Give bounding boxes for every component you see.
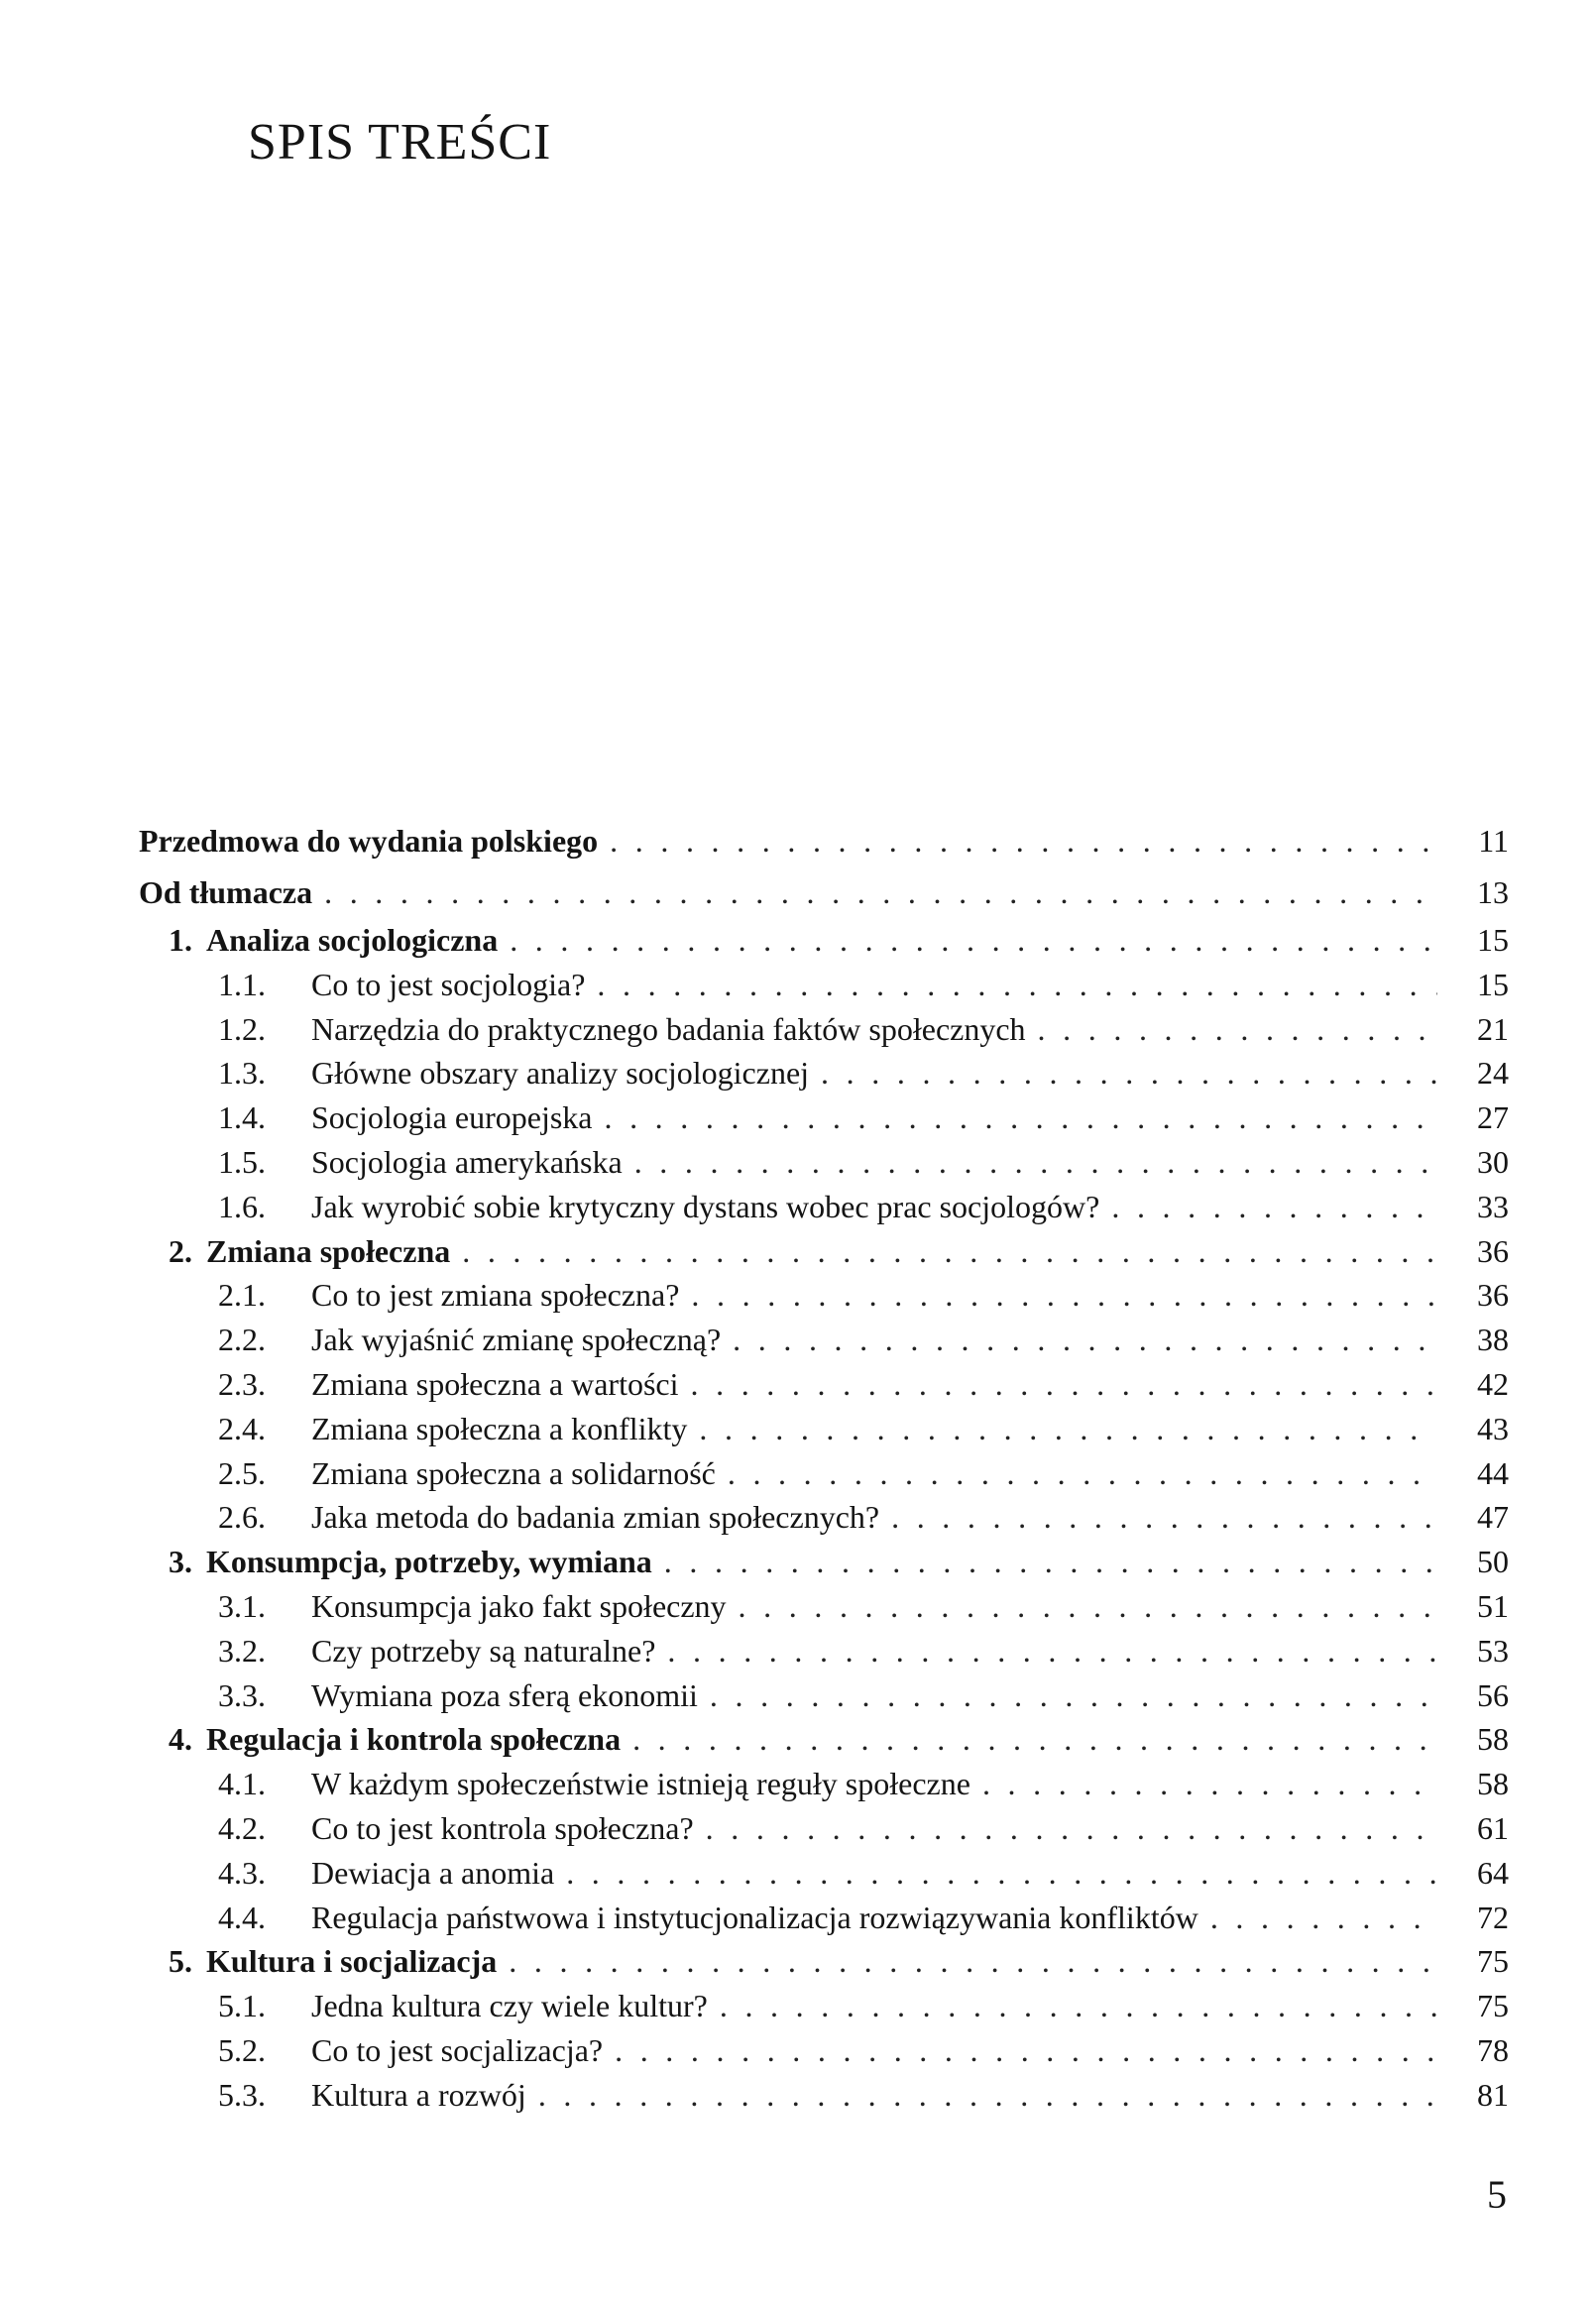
dot-leader xyxy=(634,1140,1437,1185)
entry-page-number: 27 xyxy=(1477,1099,1509,1136)
page-number: 5 xyxy=(1487,2172,1507,2217)
toc-section-entry xyxy=(139,1673,1509,1718)
entry-number: 2. xyxy=(169,1232,192,1269)
entry-page-number: 43 xyxy=(1477,1410,1509,1446)
entry-title: Wymiana poza sferą ekonomii xyxy=(311,1676,698,1713)
toc-section-entry xyxy=(139,2073,1509,2118)
toc-section-entry xyxy=(139,1451,1509,1496)
entry-page-number: 24 xyxy=(1477,1055,1509,1092)
entry-page-number: 64 xyxy=(1477,1854,1509,1891)
entry-title: Przedmowa do wydania polskiego xyxy=(139,823,599,859)
entry-page-number: 44 xyxy=(1477,1454,1509,1491)
entry-number: 1.5. xyxy=(218,1143,266,1180)
toc-chapter-entry xyxy=(139,1939,1509,1984)
dot-leader xyxy=(728,1451,1437,1496)
entry-number: 3.2. xyxy=(218,1632,266,1669)
toc-front-entry xyxy=(139,866,1509,918)
entry-page-number: 58 xyxy=(1477,1766,1509,1802)
dot-leader xyxy=(324,866,1437,918)
toc-chapter-entry xyxy=(139,1540,1509,1584)
entry-title: Zmiana społeczna a konflikty xyxy=(311,1410,688,1446)
entry-title: Co to jest kontrola społeczna? xyxy=(311,1809,694,1846)
toc-front-entry xyxy=(139,815,1509,866)
toc-section-entry xyxy=(139,2028,1509,2073)
dot-leader xyxy=(720,1984,1437,2028)
entry-page-number: 78 xyxy=(1477,2031,1509,2068)
toc-section-entry xyxy=(139,1629,1509,1673)
entry-number: 2.1. xyxy=(218,1277,266,1314)
entry-page-number: 21 xyxy=(1477,1010,1509,1047)
entry-page-number: 61 xyxy=(1477,1809,1509,1846)
entry-title: Jaka metoda do badania zmian społecznych? xyxy=(311,1499,880,1536)
entry-number: 4.2. xyxy=(218,1809,266,1846)
toc-section-entry xyxy=(139,1851,1509,1896)
entry-title: Główne obszary analizy socjologicznej xyxy=(311,1055,810,1092)
entry-page-number: 81 xyxy=(1477,2076,1509,2113)
dot-leader xyxy=(509,1939,1437,1984)
entry-title: Konsumpcja, potrzeby, wymiana xyxy=(206,1544,652,1580)
entry-number: 3.1. xyxy=(218,1587,266,1624)
toc-section-entry xyxy=(139,1051,1509,1095)
dot-leader xyxy=(604,1095,1437,1140)
entry-title: Socjologia amerykańska xyxy=(311,1143,623,1180)
toc-section-entry xyxy=(139,1495,1509,1540)
entry-title: Co to jest socjalizacja? xyxy=(311,2031,604,2068)
entry-page-number: 75 xyxy=(1477,1943,1509,1980)
toc-chapter-entry xyxy=(139,1717,1509,1762)
entry-title: Zmiana społeczna xyxy=(206,1232,451,1269)
dot-leader xyxy=(691,1273,1437,1318)
entry-page-number: 58 xyxy=(1477,1721,1509,1758)
dot-leader xyxy=(1210,1896,1437,1940)
toc-section-entry xyxy=(139,1762,1509,1806)
dot-leader xyxy=(566,1851,1437,1896)
page-title: SPIS TREŚCI xyxy=(248,114,552,171)
entry-page-number: 75 xyxy=(1477,1988,1509,2024)
entry-number: 1.6. xyxy=(218,1188,266,1224)
entry-page-number: 56 xyxy=(1477,1676,1509,1713)
dot-leader xyxy=(821,1051,1437,1095)
dot-leader xyxy=(597,963,1437,1007)
entry-title: Analiza socjologiczna xyxy=(206,922,499,958)
dot-leader xyxy=(462,1229,1437,1274)
toc-chapter-entry xyxy=(139,1229,1509,1274)
entry-title: Konsumpcja jako fakt społeczny xyxy=(311,1587,727,1624)
entry-page-number: 51 xyxy=(1477,1587,1509,1624)
entry-number: 1. xyxy=(169,922,192,958)
toc-section-entry xyxy=(139,963,1509,1007)
dot-leader xyxy=(710,1673,1437,1718)
entry-number: 1.2. xyxy=(218,1010,266,1047)
entry-title: Zmiana społeczna a wartości xyxy=(311,1365,679,1402)
entry-page-number: 30 xyxy=(1477,1143,1509,1180)
table-of-contents xyxy=(139,815,1509,2118)
toc-section-entry xyxy=(139,1095,1509,1140)
entry-title: Regulacja i kontrola społeczna xyxy=(206,1721,622,1758)
entry-number: 3.3. xyxy=(218,1676,266,1713)
toc-section-entry xyxy=(139,1806,1509,1851)
entry-page-number: 36 xyxy=(1477,1277,1509,1314)
dot-leader xyxy=(891,1495,1437,1540)
dot-leader xyxy=(739,1584,1437,1629)
dot-leader xyxy=(1111,1185,1437,1229)
entry-page-number: 53 xyxy=(1477,1632,1509,1669)
entry-number: 1.3. xyxy=(218,1055,266,1092)
entry-title: W każdym społeczeństwie istnieją reguły społeczne xyxy=(311,1766,970,1802)
entry-title: Jak wyrobić sobie krytyczny dystans wobec prac socjologów? xyxy=(311,1188,1100,1224)
entry-title: Co to jest zmiana społeczna? xyxy=(311,1277,680,1314)
entry-number: 2.6. xyxy=(218,1499,266,1536)
toc-section-entry xyxy=(139,1140,1509,1185)
toc-section-entry xyxy=(139,1273,1509,1318)
dot-leader xyxy=(706,1806,1437,1851)
entry-title: Co to jest socjologia? xyxy=(311,966,586,1002)
dot-leader xyxy=(691,1362,1438,1407)
entry-title: Jedna kultura czy wiele kultur? xyxy=(311,1988,708,2024)
entry-page-number: 72 xyxy=(1477,1899,1509,1935)
entry-title: Jak wyjaśnić zmianę społeczną? xyxy=(311,1322,722,1358)
entry-number: 5. xyxy=(169,1943,192,1980)
entry-number: 5.1. xyxy=(218,1988,266,2024)
entry-number: 1.1. xyxy=(218,966,266,1002)
entry-number: 5.3. xyxy=(218,2076,266,2113)
entry-title: Socjologia europejska xyxy=(311,1099,593,1136)
dot-leader xyxy=(1038,1007,1437,1052)
toc-section-entry xyxy=(139,1407,1509,1451)
dot-leader xyxy=(733,1318,1437,1362)
entry-number: 2.5. xyxy=(218,1454,266,1491)
entry-title: Narzędzia do praktycznego badania faktów społecznych xyxy=(311,1010,1026,1047)
entry-page-number: 42 xyxy=(1477,1365,1509,1402)
toc-section-entry xyxy=(139,1584,1509,1629)
entry-number: 3. xyxy=(169,1544,192,1580)
dot-leader xyxy=(538,2073,1437,2118)
entry-page-number: 50 xyxy=(1477,1544,1509,1580)
entry-number: 4. xyxy=(169,1721,192,1758)
entry-title: Czy potrzeby są naturalne? xyxy=(311,1632,656,1669)
dot-leader xyxy=(632,1717,1437,1762)
toc-section-entry xyxy=(139,1318,1509,1362)
dot-leader xyxy=(615,2028,1437,2073)
toc-section-entry xyxy=(139,1984,1509,2028)
entry-page-number: 13 xyxy=(1477,874,1509,910)
entry-number: 2.4. xyxy=(218,1410,266,1446)
entry-title: Od tłumacza xyxy=(139,874,313,910)
dot-leader xyxy=(667,1629,1437,1673)
toc-section-entry xyxy=(139,1185,1509,1229)
entry-title: Regulacja państwowa i instytucjonalizacja rozwiązywania konfliktów xyxy=(311,1899,1198,1935)
entry-number: 4.3. xyxy=(218,1854,266,1891)
entry-number: 2.2. xyxy=(218,1322,266,1358)
entry-number: 4.1. xyxy=(218,1766,266,1802)
entry-title: Zmiana społeczna a solidarność xyxy=(311,1454,716,1491)
dot-leader xyxy=(699,1407,1437,1451)
entry-number: 2.3. xyxy=(218,1365,266,1402)
toc-section-entry xyxy=(139,1896,1509,1940)
dot-leader xyxy=(982,1762,1437,1806)
dot-leader xyxy=(510,918,1437,963)
entry-page-number: 11 xyxy=(1478,823,1509,859)
entry-title: Kultura i socjalizacja xyxy=(206,1943,498,1980)
entry-number: 1.4. xyxy=(218,1099,266,1136)
dot-leader xyxy=(610,815,1437,866)
entry-page-number: 15 xyxy=(1477,922,1509,958)
entry-title: Dewiacja a anomia xyxy=(311,1854,555,1891)
entry-page-number: 38 xyxy=(1477,1322,1509,1358)
dot-leader xyxy=(664,1540,1437,1584)
toc-chapter-entry xyxy=(139,918,1509,963)
entry-page-number: 47 xyxy=(1477,1499,1509,1536)
toc-section-entry xyxy=(139,1362,1509,1407)
toc-section-entry xyxy=(139,1007,1509,1052)
entry-title: Kultura a rozwój xyxy=(311,2076,526,2113)
entry-page-number: 15 xyxy=(1477,966,1509,1002)
entry-page-number: 33 xyxy=(1477,1188,1509,1224)
entry-number: 4.4. xyxy=(218,1899,266,1935)
entry-number: 5.2. xyxy=(218,2031,266,2068)
entry-page-number: 36 xyxy=(1477,1232,1509,1269)
